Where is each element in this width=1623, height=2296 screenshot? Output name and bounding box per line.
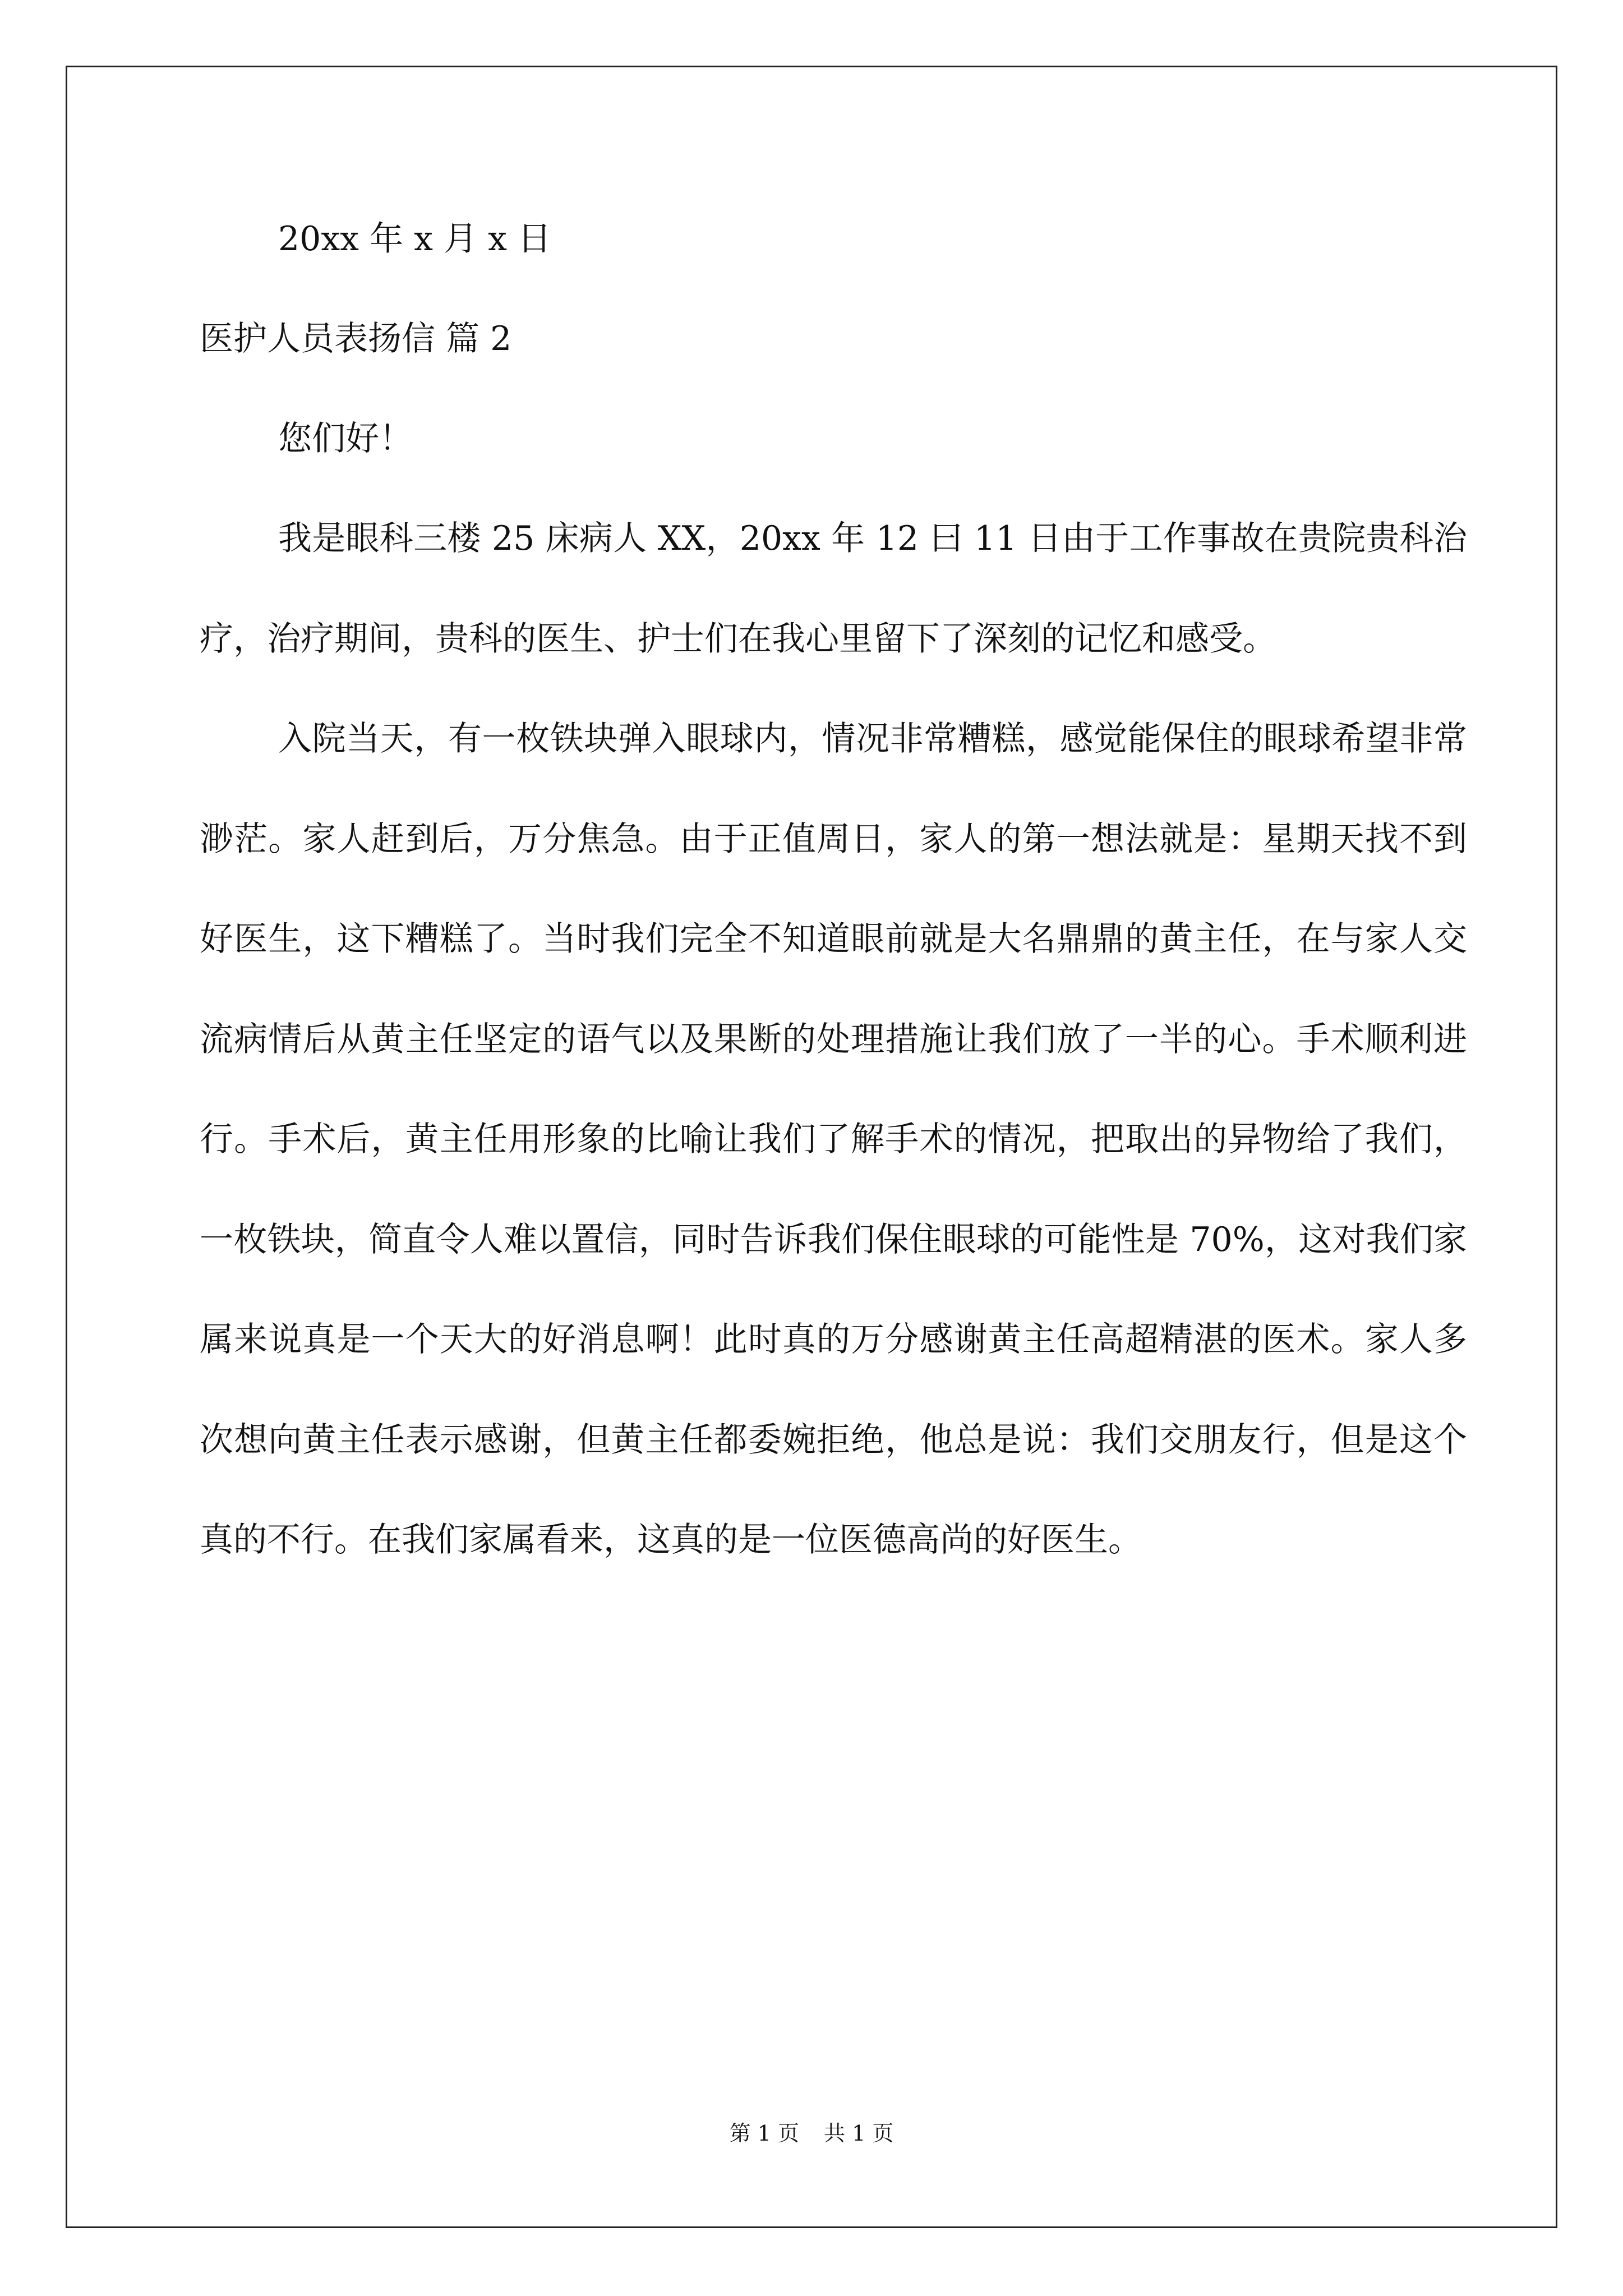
page-number: 第 1 页 xyxy=(729,2121,799,2146)
page-footer xyxy=(0,2120,1623,2146)
section-title: 医护人员表扬信 篇 2 xyxy=(200,319,512,358)
paragraph: 我是眼科三楼 25 床病人 XX，20xx 年 12 曰 11 日由于工作事故在贵院贵科治疗，治疗期间，贵科的医生、护士们在我心里留下了深刻的记忆和感受。 xyxy=(200,519,1467,659)
date-line: 20xx 年 x 月 x 日 xyxy=(278,219,552,259)
greeting: 您们好！ xyxy=(278,419,413,458)
document-body xyxy=(200,219,1467,1590)
page-total: 共 1 页 xyxy=(824,2121,894,2146)
paragraph: 入院当天，有一枚铁块弹入眼球内，情况非常糟糕，感觉能保住的眼球希望非常渺茫。家人赶到后，万分焦急。由于正值周日，家人的第一想法就是：星期天找不到好医生，这下糟糕了。当时我们完全不知道眼前就是大名鼎鼎的黄主任，在与家人交流病情后从黄主任坚定的语气以及果断的处理措施让我们放了一半的心。手术顺利进行。手术后，黄主任用形象的比喻让我们了解手术的情况，把取出的异物给了我们，一枚铁块，简直令人难以置信，同时告诉我们保住眼球的可能性是 70%，这对我们家属来说真是一个天大的好消息啊！此时真的万分感谢黄主任高超精湛的医术。家人多次想向黄主任表示感谢，但黄主任都委婉拒绝，他总是说：我们交朋友行，但是这个真的不行。在我们家属看来，这真的是一位医德高尚的好医生。 xyxy=(200,719,1467,1559)
letter-body xyxy=(200,489,1467,1590)
